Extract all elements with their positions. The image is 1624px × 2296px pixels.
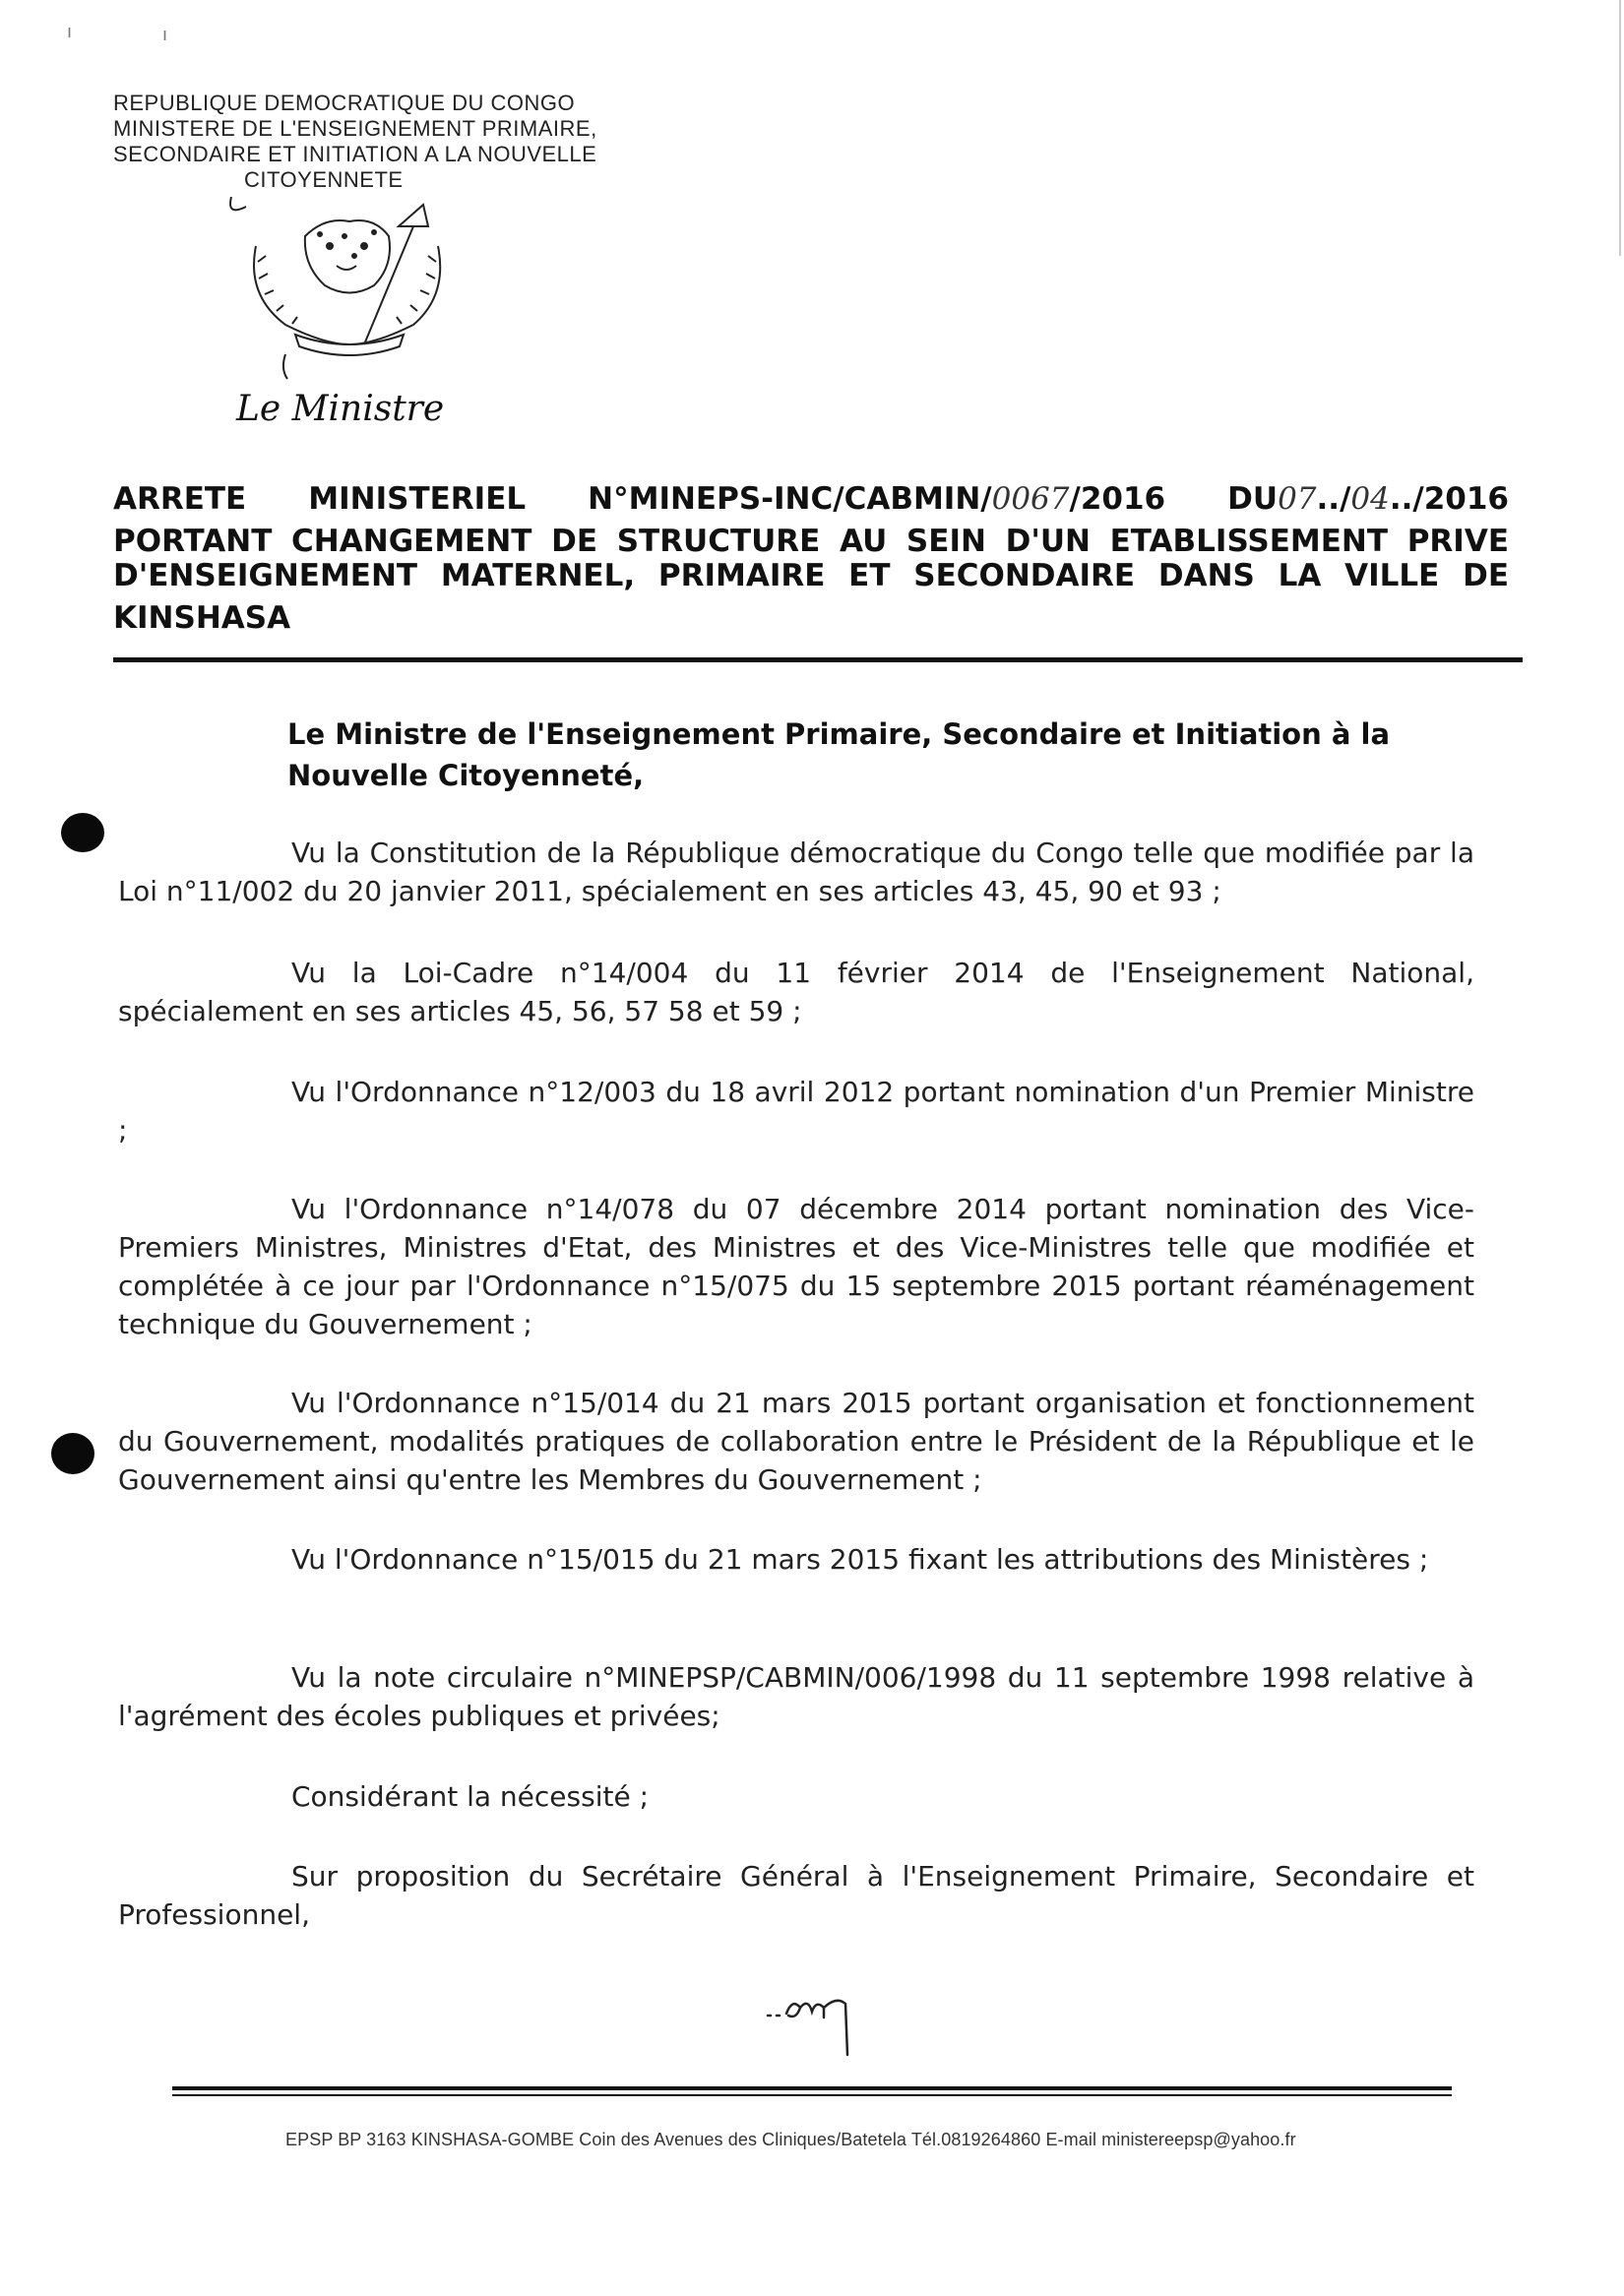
decree-title-prefix: ARRETE MINISTERIEL N°MINEPS-INC/CABMIN/ [113, 481, 992, 517]
subject-line2: Nouvelle Citoyenneté, [287, 759, 645, 792]
punch-hole-mark [61, 813, 104, 852]
recital-ordonnance-premier-ministre: Vu l'Ordonnance n°12/003 du 18 avril 2012 portant nomination d'un Premier Ministre ; [118, 1076, 1474, 1147]
decree-title-line3: D'ENSEIGNEMENT MATERNEL, PRIMAIRE ET SECONDAIRE DANS LA VILLE DE [113, 558, 1509, 593]
subject-line1: Le Ministre de l'Enseignement Primaire, Secondaire et Initiation à la [287, 717, 1391, 751]
footer-address: EPSP BP 3163 KINSHASA-GOMBE Coin des Avenues des Cliniques/Batetela Tél.0819264860 E-mail ministereepsp@yahoo.fr [285, 2130, 1296, 2149]
title-divider [113, 657, 1523, 662]
recital-ordonnance-gouvernement: Vu l'Ordonnance n°14/078 du 07 décembre 2014 portant nomination des Vice-Premiers Ministres, Ministres d'Etat, des Ministres et des Vice-Ministres telle que modifiée et complétée à ce jour par l'Ordonnance n°15/075 du 15 septembre 2015 portant réaménagement technique du Gouvernement ; [118, 1193, 1474, 1340]
header-ministry-line2: SECONDAIRE ET INITIATION A LA NOUVELLE [113, 142, 597, 166]
recital-constitution: Vu la Constitution de la République démocratique du Congo telle que modifiée par la Loi n°11/002 du 20 janvier 2011, spécialement en ses articles 43, 45, 90 et 93 ; [118, 837, 1474, 907]
footer-rule-thin [172, 2094, 1452, 2096]
handwritten-day: 07 [1278, 481, 1317, 517]
decree-title-line4: KINSHASA [113, 600, 291, 636]
recital-considerant: Considérant la nécessité ; [291, 1780, 650, 1813]
handwritten-decree-number: 0067 [991, 481, 1070, 517]
recital-loi-cadre: Vu la Loi-Cadre n°14/004 du 11 février 2014 de l'Enseignement National, spécialement en ses articles 45, 56, 57 58 et 59 ; [118, 957, 1474, 1027]
footer-rule-thick [172, 2086, 1452, 2090]
recital-ordonnance-attributions: Vu l'Ordonnance n°15/015 du 21 mars 2015 fixant les attributions des Ministères ; [291, 1543, 1429, 1576]
decree-title-suffix: ../2016 [1389, 481, 1509, 517]
signatory-title: Le Ministre [236, 389, 445, 429]
handwritten-month: 04 [1350, 481, 1390, 517]
decree-title-sep: ../ [1316, 481, 1351, 517]
decree-title-line1 [113, 477, 1509, 521]
header-republic: REPUBLIQUE DEMOCRATIQUE DU CONGO [113, 91, 576, 115]
punch-hole-mark [51, 1433, 94, 1474]
header-ministry-line3: CITOYENNETE [244, 167, 404, 192]
decree-title-mid: /2016 DU [1069, 481, 1279, 517]
header-ministry-line1: MINISTERE DE L'ENSEIGNEMENT PRIMAIRE, [113, 116, 597, 141]
coat-of-arms-emblem [226, 197, 472, 384]
scan-edge-line [1619, 0, 1621, 256]
recital-ordonnance-organisation: Vu l'Ordonnance n°15/014 du 21 mars 2015 portant organisation et fonctionnement du Gouvernement, modalités pratiques de collaboration entre le Président de la République et le Gouvernement ainsi qu'entre les Membres du Gouvernement ; [118, 1387, 1474, 1496]
scan-mark: ı [162, 25, 168, 45]
recital-proposition: Sur proposition du Secrétaire Général à l'Enseignement Primaire, Secondaire et Professionnel, [118, 1860, 1474, 1931]
scan-mark: ı [67, 22, 73, 42]
handwritten-initials [763, 1978, 871, 2057]
recital-note-circulaire: Vu la note circulaire n°MINEPSP/CABMIN/006/1998 du 11 septembre 1998 relative à l'agrément des écoles publiques et privées; [118, 1661, 1474, 1732]
decree-title-line2: PORTANT CHANGEMENT DE STRUCTURE AU SEIN D'UN ETABLISSEMENT PRIVE [113, 524, 1509, 559]
